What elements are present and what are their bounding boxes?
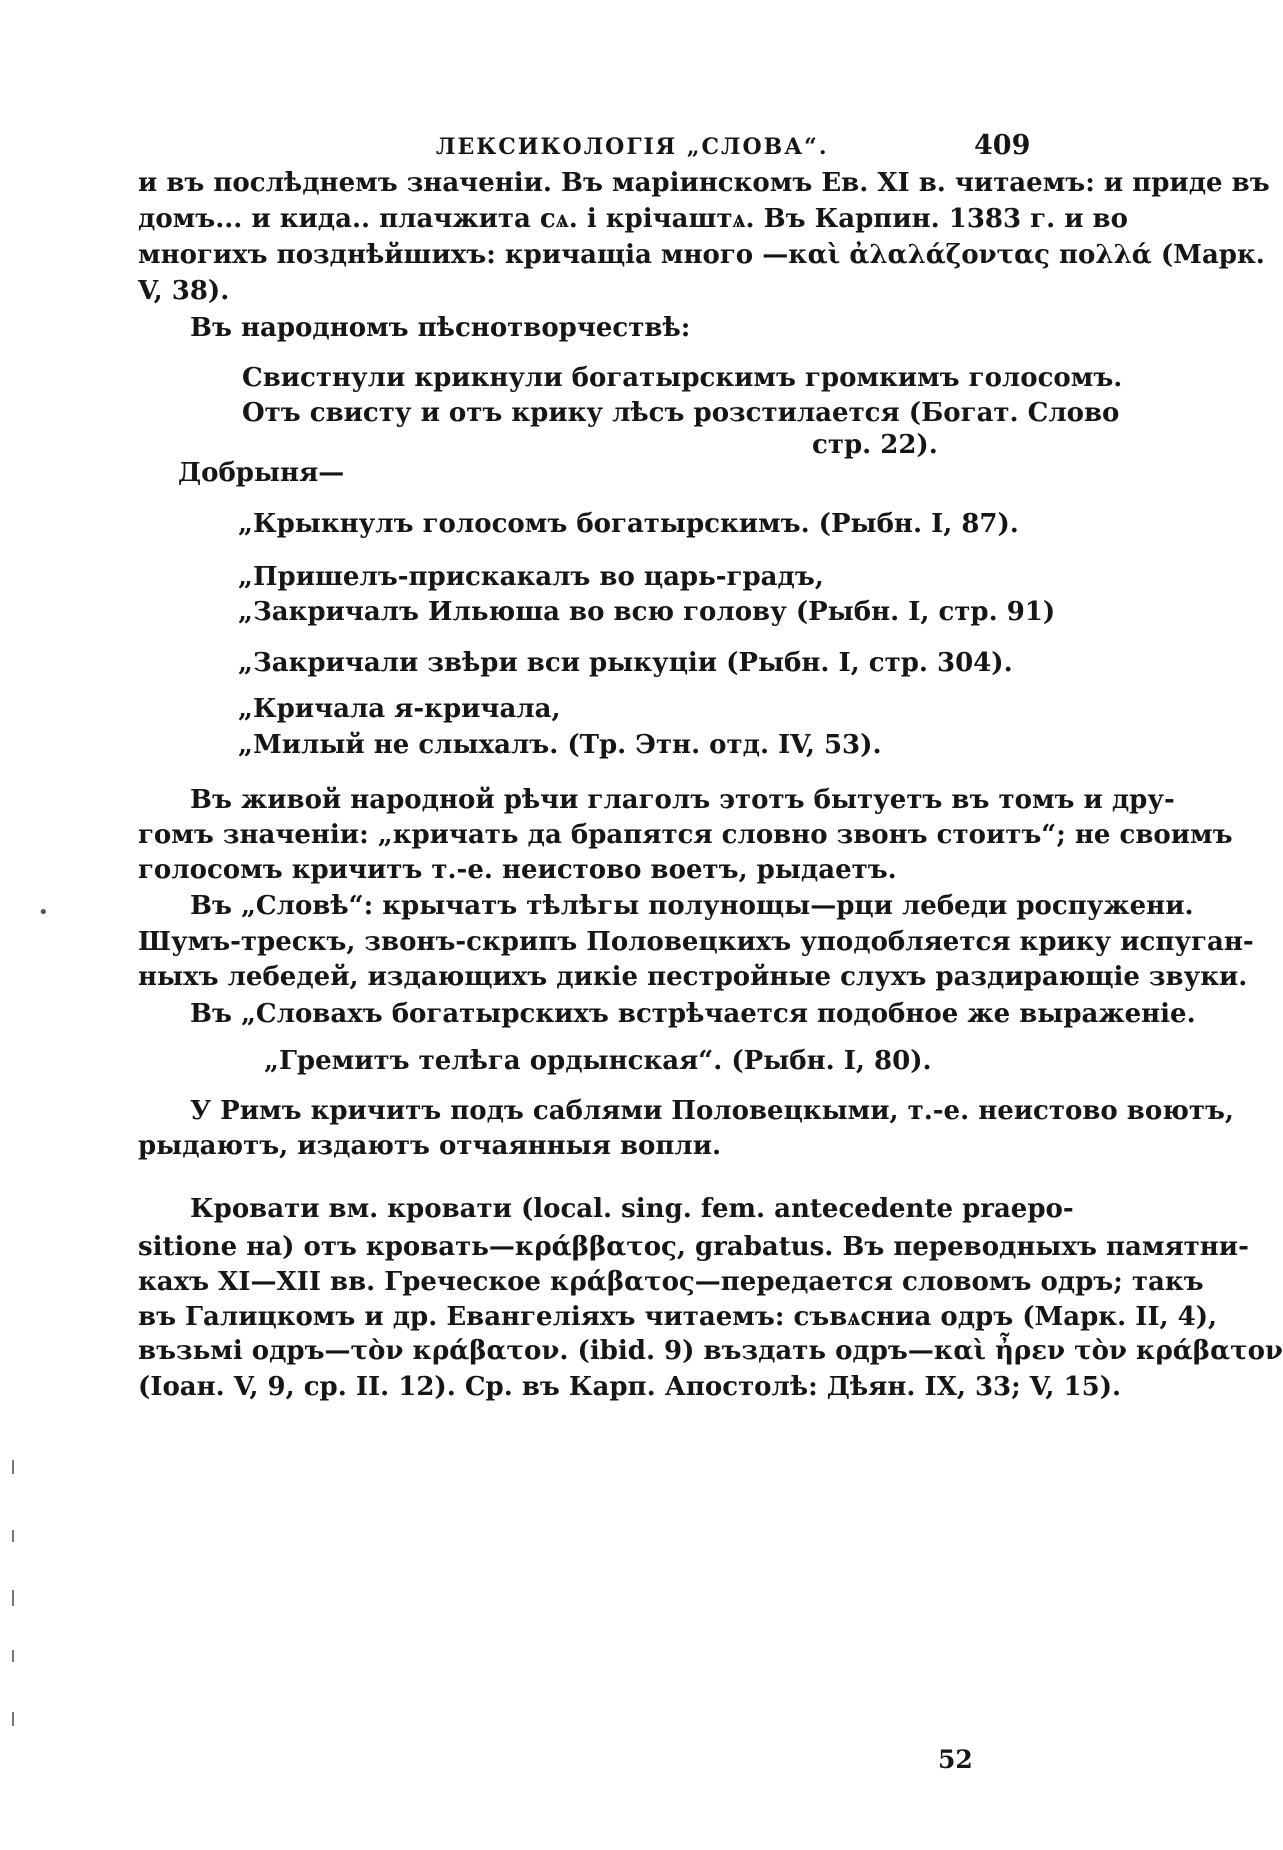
text-line: гомъ значеніи: „кричать да брапятся словно звонъ стоитъ“; не своимъ bbox=[138, 820, 1233, 850]
verse-line: „Гремитъ телѣга ордынская“. (Рыбн. I, 80). bbox=[264, 1046, 932, 1076]
margin-dot-icon: • bbox=[38, 902, 49, 923]
text-line: V, 38). bbox=[138, 276, 230, 306]
verse-line: „Кричала я-кричала, bbox=[238, 694, 561, 724]
text-line: sitione на) отъ кровать—κράββατος, grabatus. Въ переводныхъ памятни- bbox=[138, 1232, 1249, 1262]
verse-line: „Закричали звѣри вси рыкуціи (Рыбн. I, стр. 304). bbox=[238, 648, 1013, 678]
text-line: (Іоан. V, 9, ср. II. 12). Ср. въ Карп. Апостолѣ: Дѣян. IX, 33; V, 15). bbox=[138, 1372, 1122, 1402]
verse-line: „Милый не слыхалъ. (Тр. Этн. отд. IV, 53). bbox=[238, 730, 882, 760]
text-line: Въ живой народной рѣчи глаголъ этотъ бытуетъ въ томъ и дру- bbox=[190, 785, 1175, 815]
edge-tick-icon bbox=[12, 1650, 14, 1662]
running-title: ЛЕКСИКОЛОГІЯ „СЛОВА“. bbox=[436, 134, 829, 160]
verse-line: стр. 22). bbox=[812, 430, 938, 460]
text-line: У Римъ кричитъ подъ саблями Половецкыми, т.-е. неистово воютъ, bbox=[190, 1096, 1234, 1126]
verse-line: Добрыня— bbox=[178, 458, 345, 488]
verse-line: „Пришелъ-прискакалъ во царь-градъ, bbox=[238, 562, 824, 592]
edge-tick-icon bbox=[12, 1460, 14, 1474]
text-line: Кровати вм. кровати (local. sing. fem. antecedente praepo- bbox=[190, 1194, 1074, 1224]
text-line: рыдаютъ, издаютъ отчаянныя вопли. bbox=[138, 1131, 722, 1161]
text-line: голосомъ кричитъ т.-е. неистово воетъ, рыдаетъ. bbox=[138, 855, 897, 885]
text-line: кахъ XI—XII вв. Греческое κράβατος—передается словомъ одръ; такъ bbox=[138, 1267, 1204, 1297]
edge-tick-icon bbox=[12, 1712, 14, 1726]
text-line: домъ... и кида.. плачжита сѧ. і крічаштѧ. Въ Карпин. 1383 г. и во bbox=[138, 204, 1128, 234]
verse-line: „Крыкнулъ голосомъ богатырскимъ. (Рыбн. I, 87). bbox=[238, 509, 1019, 539]
verse-line: „Закричалъ Ильюша во всю голову (Рыбн. I, стр. 91) bbox=[238, 597, 1056, 627]
text-line: Въ „Словахъ богатырскихъ встрѣчается подобное же выраженіе. bbox=[190, 999, 1196, 1029]
text-line: възьмі одръ—τὸν κράβατον. (ibid. 9) въздать одръ—καὶ ἦρεν τὸν κράβατον bbox=[138, 1336, 1283, 1366]
verse-line: Отъ свисту и отъ крику лѣсъ розстилается (Богат. Слово bbox=[242, 398, 1120, 428]
text-line: Въ „Словѣ“: крычатъ тѣлѣгы полунощы—рци лебеди роспужени. bbox=[190, 891, 1194, 921]
text-line: и въ послѣднемъ значеніи. Въ маріинскомъ Ев. XI в. читаемъ: и приде въ bbox=[138, 168, 1270, 198]
text-line: Шумъ-трескъ, звонъ-скрипъ Половецкихъ уподобляется крику испуган- bbox=[138, 927, 1254, 957]
text-line: Въ народномъ пѣснотворчествѣ: bbox=[190, 313, 691, 343]
text-line: многихъ позднѣйшихъ: кричащіа много —καὶ ἀλαλάζοντας πολλά (Марк. bbox=[138, 240, 1265, 270]
signature-mark: 52 bbox=[938, 1745, 973, 1774]
edge-tick-icon bbox=[12, 1590, 14, 1606]
edge-tick-icon bbox=[12, 1530, 14, 1542]
page-number: 409 bbox=[974, 130, 1031, 161]
verse-line: Свистнули крикнули богатырскимъ громкимъ голосомъ. bbox=[242, 363, 1123, 393]
text-line: ныхъ лебедей, издающихъ дикіе пестройные слухъ раздирающіе звуки. bbox=[138, 962, 1248, 992]
text-line: въ Галицкомъ и др. Евангеліяхъ читаемъ: съвѧсниа одръ (Марк. II, 4), bbox=[138, 1302, 1218, 1332]
